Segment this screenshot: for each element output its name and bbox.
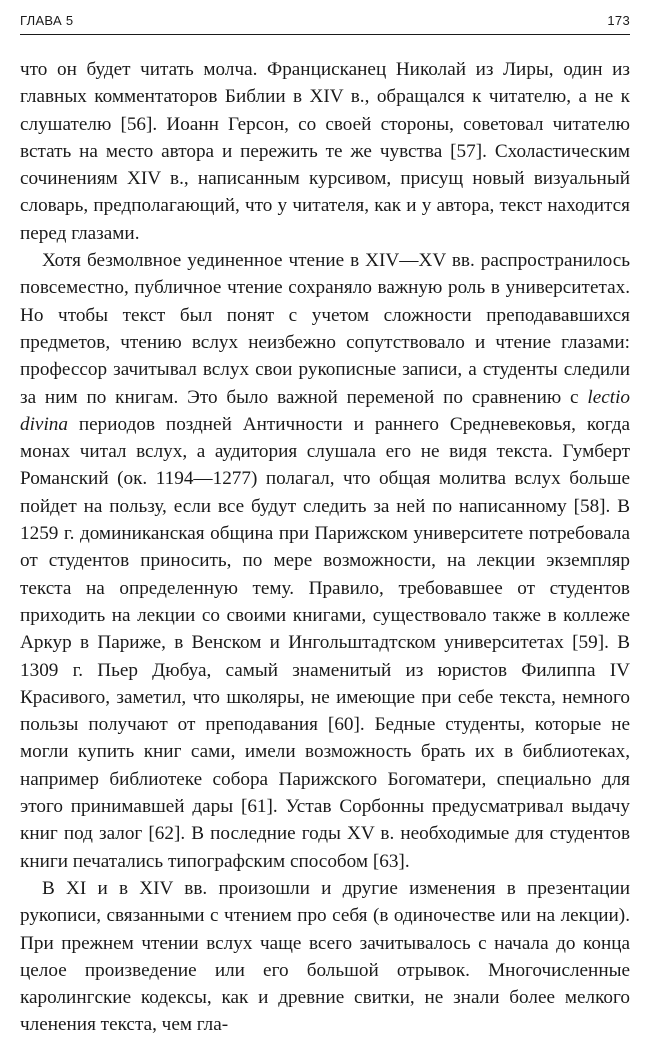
paragraph-1: что он будет читать молча. Францисканец Николай из Лиры, один из главных комментаторов Библии в XIV в., обращался к читателю, а не к слушателю [56]. Иоанн Герсон, со своей стороны, советовал читателю встать на место автора и пережить те же чувства [57]. Схоластическим сочинениям XIV в., написанным курсивом, присущ новый визуальный словарь, предполагающий, что у читателя, как и у автора, текст находится перед глазами.	[20, 59, 630, 244]
running-header	[20, 10, 630, 35]
body-text	[20, 56, 630, 1039]
paragraph-3: В XI и в XIV вв. произошли и другие изменения в презентации рукописи, связанными с чтением про себя (в одиночестве или на лекции). При прежнем чтении вслух чаще всего зачитывалось с начала до конца целое произведение или его большой отрывок. Многочисленные каролингские кодексы, как и древние свитки, не знали более мелкого членения текста, чем гла-	[20, 877, 630, 1036]
paragraph-2	[20, 247, 630, 875]
page-number: 173	[607, 13, 630, 28]
paragraph-2-part-1: Хотя безмолвное уединенное чтение в XIV—XV вв. распространилось повсеместно, публичное чтение сохраняло важную роль в университетах. Но чтобы текст был понят с учетом сложности преподававшихся предметов, чтению вслух неизбежно сопутствовало и чтение глазами: профессор зачитывал вслух свои рукописные записи, а студенты следили за ним по книгам. Это было важной переменой по сравнению с	[20, 250, 630, 408]
lectio-divina-term: lectio divina	[20, 386, 630, 435]
chapter-title: ГЛАВА 5	[20, 13, 74, 28]
paragraph-2-part-2: периодов поздней Античности и раннего Средневековья, когда монах читал вслух, а аудитория слушала его не видя текста. Гумберт Романский (ок. 1194—1277) полагал, что общая молитва вслух больше пойдет на пользу, если все будут следить за ней по написанному [58]. В 1259 г. доминиканская община при Парижском университете потребовала от студентов приносить, по мере возможности, на лекции экземпляр текста на определенную тему. Правило, требовавшее от студентов приходить на лекции со своими книгами, существовало также в коллеже Аркур в Париже, в Венском и Ингольштадтском университетах [59]. В 1309 г. Пьер Дюбуа, самый знаменитый из юристов Филиппа IV Красивого, заметил, что школяры, не имеющие при себе текста, немного пользы получают от преподавания [60]. Бедные студенты, которые не могли купить книг сами, имели возможность брать их в библиотеках, например библиотеке собора Парижского Богоматери, специально для этого принимавшей дары [61]. Устав Сорбонны предусматривал выдачу книг под залог [62]. В последние годы XV в. необходимые для студентов книги печатались типографским способом [63].	[20, 413, 630, 872]
